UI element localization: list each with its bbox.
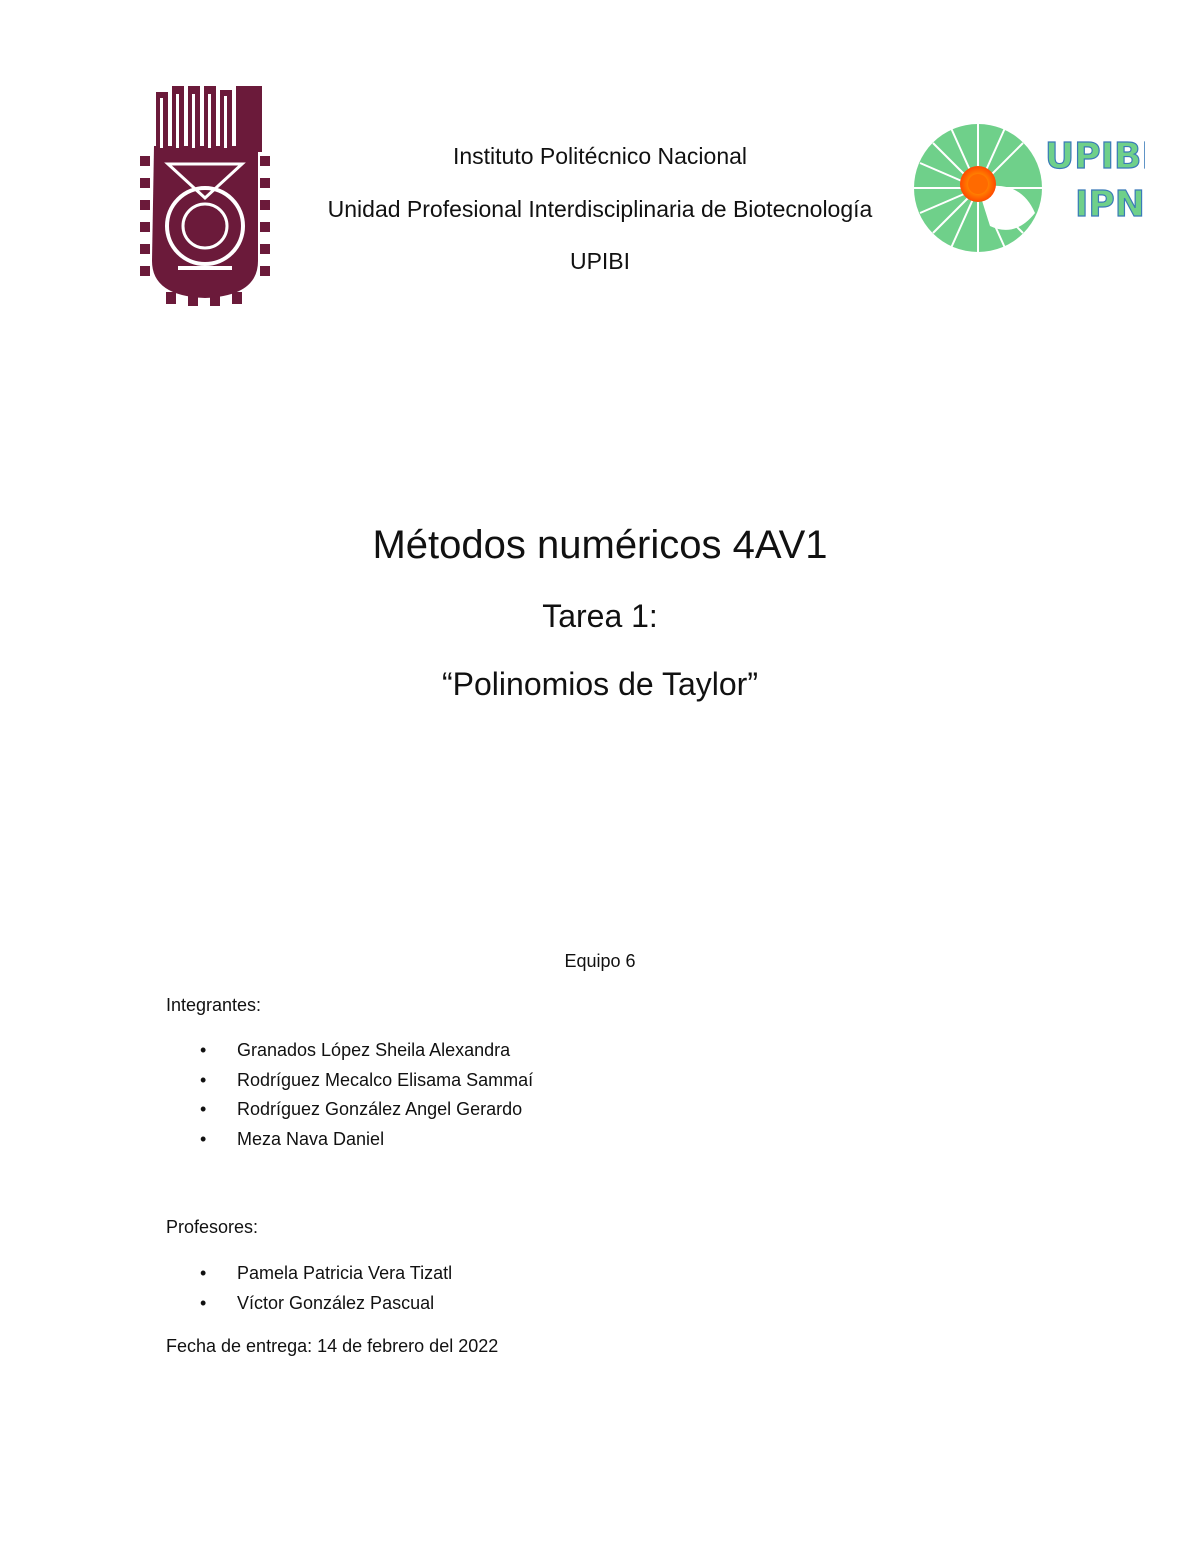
course-title: Métodos numéricos 4AV1 <box>372 523 828 567</box>
professors-list <box>200 1262 452 1321</box>
list-item: • Granados López Sheila Alexandra <box>200 1039 533 1069</box>
due-date: Fecha de entrega: 14 de febrero del 2022 <box>166 1336 499 1356</box>
members-label: Integrantes: <box>166 995 262 1015</box>
professors-label: Profesores: <box>166 1217 259 1237</box>
list-item: • Meza Nava Daniel <box>200 1128 533 1158</box>
assignment-label: Tarea 1: <box>542 598 658 634</box>
list-item: • Pamela Patricia Vera Tizatl <box>200 1262 452 1292</box>
list-item: • Rodríguez González Angel Gerardo <box>200 1098 533 1128</box>
upibi-logo <box>910 118 1145 258</box>
assignment-topic: “Polinomios de Taylor” <box>442 666 758 702</box>
members-list <box>200 1039 533 1157</box>
unit-abbreviation: UPIBI <box>569 248 631 274</box>
unit-name: Unidad Profesional Interdisciplinaria de Biotecnología <box>327 196 873 222</box>
ipn-logo-text: IPN <box>1075 184 1145 225</box>
list-item: • Rodríguez Mecalco Elisama Sammaí <box>200 1069 533 1099</box>
institution-name: Instituto Politécnico Nacional <box>452 143 748 169</box>
team-label: Equipo 6 <box>564 951 636 971</box>
list-item: • Víctor González Pascual <box>200 1292 452 1322</box>
upibi-logo-text: UPIBI <box>1045 136 1145 177</box>
